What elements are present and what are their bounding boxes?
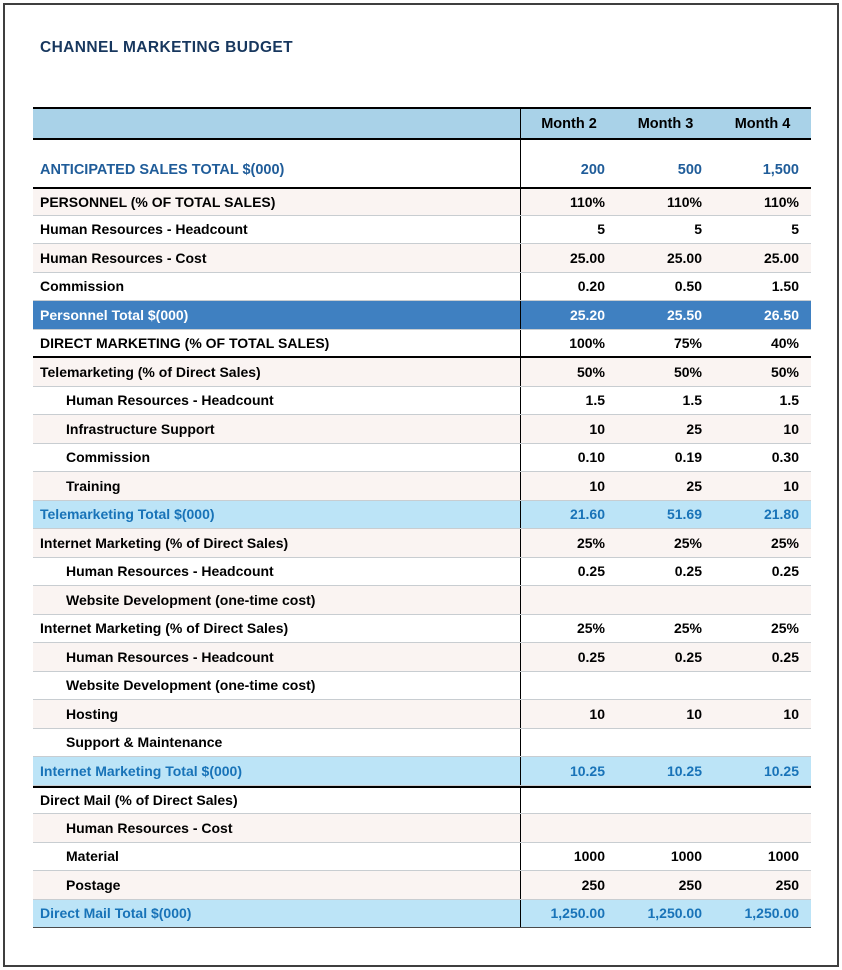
cell-month-4: 10 [783, 420, 799, 437]
cell-month-3: 50% [673, 363, 702, 380]
header-gap-row [33, 140, 811, 153]
table-row [33, 529, 811, 558]
cell-month-4: 26.50 [763, 306, 799, 323]
cell-month-3: 1,250.00 [647, 905, 702, 922]
cell-month-2: 200 [520, 153, 617, 187]
table-row [33, 244, 811, 273]
cell-month-2 [520, 672, 617, 700]
cell-month-2: 10.25 [520, 757, 617, 785]
cell-month-2: 250 [520, 871, 617, 899]
cell-month-2 [520, 586, 617, 614]
page-title: CHANNEL MARKETING BUDGET [40, 39, 294, 56]
cell-month-2: 1,250.00 [520, 900, 617, 928]
cell-month-4: 21.80 [763, 506, 799, 523]
table-row [33, 501, 811, 530]
row-label: Infrastructure Support [66, 420, 215, 437]
row-label: Direct Mail (% of Direct Sales) [40, 792, 238, 809]
cell-month-4: 0.25 [771, 648, 799, 665]
row-label: Commission [40, 278, 125, 295]
table-row [33, 786, 811, 815]
row-label: Support & Maintenance [66, 734, 223, 751]
cell-month-2: 0.25 [520, 558, 617, 586]
table-body [33, 153, 811, 928]
cell-month-4: 25.00 [763, 249, 799, 266]
cell-month-4: 250 [775, 876, 799, 893]
cell-month-3: 25.00 [666, 249, 702, 266]
row-label: Internet Marketing (% of Direct Sales) [40, 620, 289, 637]
cell-month-4: 1.5 [779, 392, 799, 409]
cell-month-4: 10.25 [763, 762, 799, 779]
cell-month-2: 21.60 [520, 501, 617, 529]
cell-month-4: 1,500 [762, 162, 799, 178]
row-label: Human Resources - Headcount [40, 221, 248, 238]
cell-month-2: 10 [520, 472, 617, 500]
column-header-month-4: Month 4 [734, 115, 791, 132]
table-row [33, 387, 811, 416]
table-row [33, 843, 811, 872]
table-row [33, 187, 811, 216]
row-label: Human Resources - Headcount [66, 648, 274, 665]
cell-month-4: 1000 [767, 848, 799, 865]
table-row [33, 216, 811, 245]
cell-month-4: 1.50 [771, 278, 799, 295]
cell-month-2: 110% [520, 189, 617, 215]
table-row [33, 814, 811, 843]
cell-month-3: 0.25 [674, 648, 702, 665]
cell-month-2: 100% [520, 330, 617, 357]
row-label: Internet Marketing (% of Direct Sales) [40, 534, 289, 551]
row-label: Personnel Total $(000) [40, 306, 189, 323]
table-row [33, 729, 811, 758]
row-label: Human Resources - Headcount [66, 563, 274, 580]
row-label: Postage [66, 876, 121, 893]
cell-month-4: 25% [770, 534, 799, 551]
table-row [33, 358, 811, 387]
cell-month-2: 5 [520, 216, 617, 244]
row-label: Website Development (one-time cost) [66, 677, 316, 694]
table-row [33, 871, 811, 900]
table-row [33, 444, 811, 473]
gap-cell [617, 140, 714, 153]
cell-month-3: 110% [666, 193, 702, 210]
row-label: Human Resources - Cost [66, 819, 233, 836]
row-label: Direct Mail Total $(000) [40, 905, 192, 922]
cell-month-2: 25.00 [520, 244, 617, 272]
cell-month-4: 25% [770, 620, 799, 637]
cell-month-3: 10.25 [666, 762, 702, 779]
row-label: Internet Marketing Total $(000) [40, 762, 243, 779]
cell-month-3: 25% [673, 534, 702, 551]
table-row [33, 757, 811, 786]
table-row [33, 273, 811, 302]
cell-month-2: 1000 [520, 843, 617, 871]
cell-month-4: 10 [783, 477, 799, 494]
table-header-row [33, 107, 811, 140]
cell-month-2: 25% [520, 529, 617, 557]
cell-month-3: 500 [677, 162, 702, 178]
cell-month-4: 50% [770, 363, 799, 380]
table-row [33, 643, 811, 672]
cell-month-3: 25.50 [666, 306, 702, 323]
cell-month-4: 0.25 [771, 563, 799, 580]
column-header-month-2: Month 2 [520, 109, 617, 138]
cell-month-3: 10 [686, 705, 702, 722]
row-label: Human Resources - Headcount [66, 392, 274, 409]
cell-month-2: 10 [520, 415, 617, 443]
row-label: Telemarketing Total $(000) [40, 506, 215, 523]
cell-month-4: 1,250.00 [744, 905, 799, 922]
document-frame [3, 3, 839, 967]
row-label: ANTICIPATED SALES TOTAL $(000) [40, 162, 285, 178]
cell-month-2: 25.20 [520, 301, 617, 329]
cell-month-4: 110% [763, 193, 799, 210]
table-row [33, 672, 811, 701]
cell-month-3: 75% [673, 334, 702, 351]
cell-month-3: 51.69 [666, 506, 702, 523]
cell-month-2 [520, 814, 617, 842]
cell-month-3: 0.50 [674, 278, 702, 295]
row-label: PERSONNEL (% OF TOTAL SALES) [40, 193, 276, 210]
cell-month-4: 0.30 [771, 449, 799, 466]
cell-month-2 [520, 788, 617, 814]
cell-month-4: 5 [791, 221, 799, 238]
table-row [33, 153, 811, 187]
table-row [33, 615, 811, 644]
gap-cell [714, 140, 811, 153]
cell-month-3: 5 [694, 221, 702, 238]
cell-month-2: 10 [520, 700, 617, 728]
cell-month-2 [520, 729, 617, 757]
table-row [33, 900, 811, 929]
row-label: Telemarketing (% of Direct Sales) [40, 363, 261, 380]
table-row [33, 330, 811, 359]
cell-month-3: 1000 [670, 848, 702, 865]
cell-month-2: 0.20 [520, 273, 617, 301]
cell-month-2: 50% [520, 358, 617, 386]
cell-month-3: 25% [673, 620, 702, 637]
cell-month-4: 10 [783, 705, 799, 722]
table-row [33, 586, 811, 615]
row-label: Human Resources - Cost [40, 249, 207, 266]
cell-month-2: 25% [520, 615, 617, 643]
row-label: Hosting [66, 705, 119, 722]
cell-month-3: 0.19 [674, 449, 702, 466]
table-row [33, 558, 811, 587]
row-label: Material [66, 848, 119, 865]
gap-cell [33, 140, 520, 153]
cell-month-3: 1.5 [682, 392, 702, 409]
cell-month-2: 0.10 [520, 444, 617, 472]
cell-month-3: 25 [686, 477, 702, 494]
budget-table [33, 107, 811, 928]
table-row [33, 700, 811, 729]
row-label: Training [66, 477, 121, 494]
table-row [33, 415, 811, 444]
gap-cell [520, 140, 617, 153]
row-label: Website Development (one-time cost) [66, 591, 316, 608]
column-header-month-3: Month 3 [637, 115, 694, 132]
cell-month-4: 40% [770, 334, 799, 351]
cell-month-3: 25 [686, 420, 702, 437]
row-label: Commission [66, 449, 151, 466]
cell-month-2: 1.5 [520, 387, 617, 415]
table-row [33, 472, 811, 501]
cell-month-3: 250 [678, 876, 702, 893]
table-row [33, 301, 811, 330]
row-label: DIRECT MARKETING (% OF TOTAL SALES) [40, 334, 330, 351]
cell-month-2: 0.25 [520, 643, 617, 671]
cell-month-3: 0.25 [674, 563, 702, 580]
